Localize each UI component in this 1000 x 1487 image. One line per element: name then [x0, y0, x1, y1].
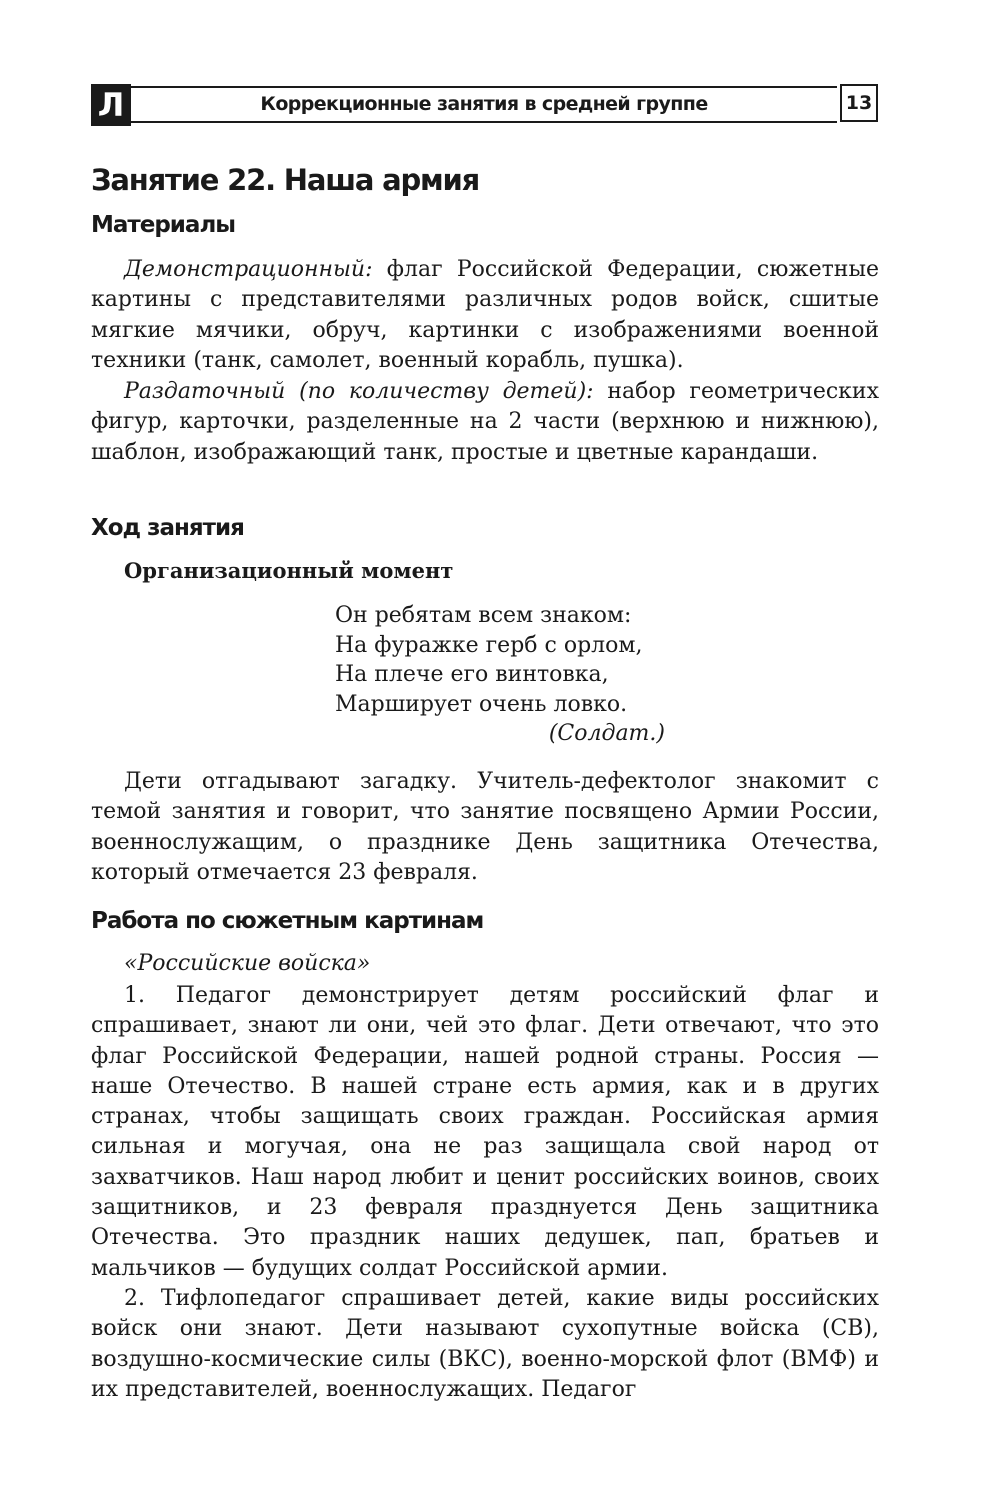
- materials-demo-paragraph: [91, 255, 879, 376]
- pictures-work-heading: Работа по сюжетным картинам: [91, 908, 484, 934]
- materials-handout-paragraph: [91, 377, 879, 468]
- course-heading: Ход занятия: [91, 515, 244, 541]
- demo-label: Демонстрационный:: [124, 257, 373, 282]
- riddle-line: Марширует очень ловко.: [335, 691, 628, 717]
- series-logo: Л: [91, 84, 131, 126]
- page-number: 13: [840, 84, 878, 122]
- pictures-subtitle: «Российские войска»: [124, 951, 371, 976]
- after-riddle-text: Дети отгадывают загадку. Учитель-дефектолог знакомит с темой занятия и говорит, что занятие посвящено Армии России, военнослужащим, о празднике День защитника Отечества, который отмечается 23 февраля.: [91, 769, 879, 885]
- header-rule-bottom: [131, 121, 837, 123]
- demo-text: флаг Российской Федерации, сюжетные картины с представителями различных родов войск, сшитые мягкие мячики, обруч, картинки с изображениями военной техники (танк, самолет, военный корабль, пушка).: [91, 257, 879, 373]
- pictures-paragraph-2: [91, 1284, 879, 1405]
- after-riddle-paragraph: [91, 767, 879, 888]
- riddle-answer: (Солдат.): [548, 721, 665, 746]
- paragraph-2-text: 2. Тифлопедагог спрашивает детей, какие виды российских войск они знают. Дети называют сухопутные войска (СВ), воздушно-космические силы (ВКС), военно-морской флот (ВМФ) и их представителей, военнослужащих. Педагог: [91, 1286, 879, 1402]
- riddle-line: На фуражке герб с орлом,: [335, 632, 643, 658]
- pictures-paragraph-1: [91, 981, 879, 1284]
- paragraph-1-text: 1. Педагог демонстрирует детям российский флаг и спрашивает, знают ли они, чей это флаг. Дети отвечают, что это флаг Российской Федерации, нашей родной страны. Россия — наше Отечество. В нашей стране есть армия, как и в других странах, чтобы защищать своих граждан. Российская армия сильная и могучая, она не раз защищала свой народ от захватчиков. Наш народ любит и ценит российских воинов, своих защитников, и 23 февраля празднуется День защитника Отечества. Это праздник наших дедушек, пап, братьев и мальчиков — будущих солдат Российской армии.: [91, 983, 879, 1281]
- handout-text: набор геометрических фигур, карточки, разделенные на 2 части (верхнюю и нижнюю), шаблон, изображающий танк, простые и цветные карандаши.: [91, 379, 879, 465]
- riddle-line: Он ребятам всем знаком:: [335, 603, 632, 628]
- handout-label: Раздаточный (по количеству детей):: [124, 379, 594, 404]
- materials-heading: Материалы: [91, 212, 236, 238]
- running-header-title: Коррекционные занятия в средней группе: [260, 93, 708, 115]
- org-moment-subheading: Организационный момент: [124, 558, 454, 583]
- riddle-line: На плече его винтовка,: [335, 662, 609, 687]
- lesson-title: Занятие 22. Наша армия: [91, 163, 480, 197]
- riddle-poem: [335, 601, 665, 749]
